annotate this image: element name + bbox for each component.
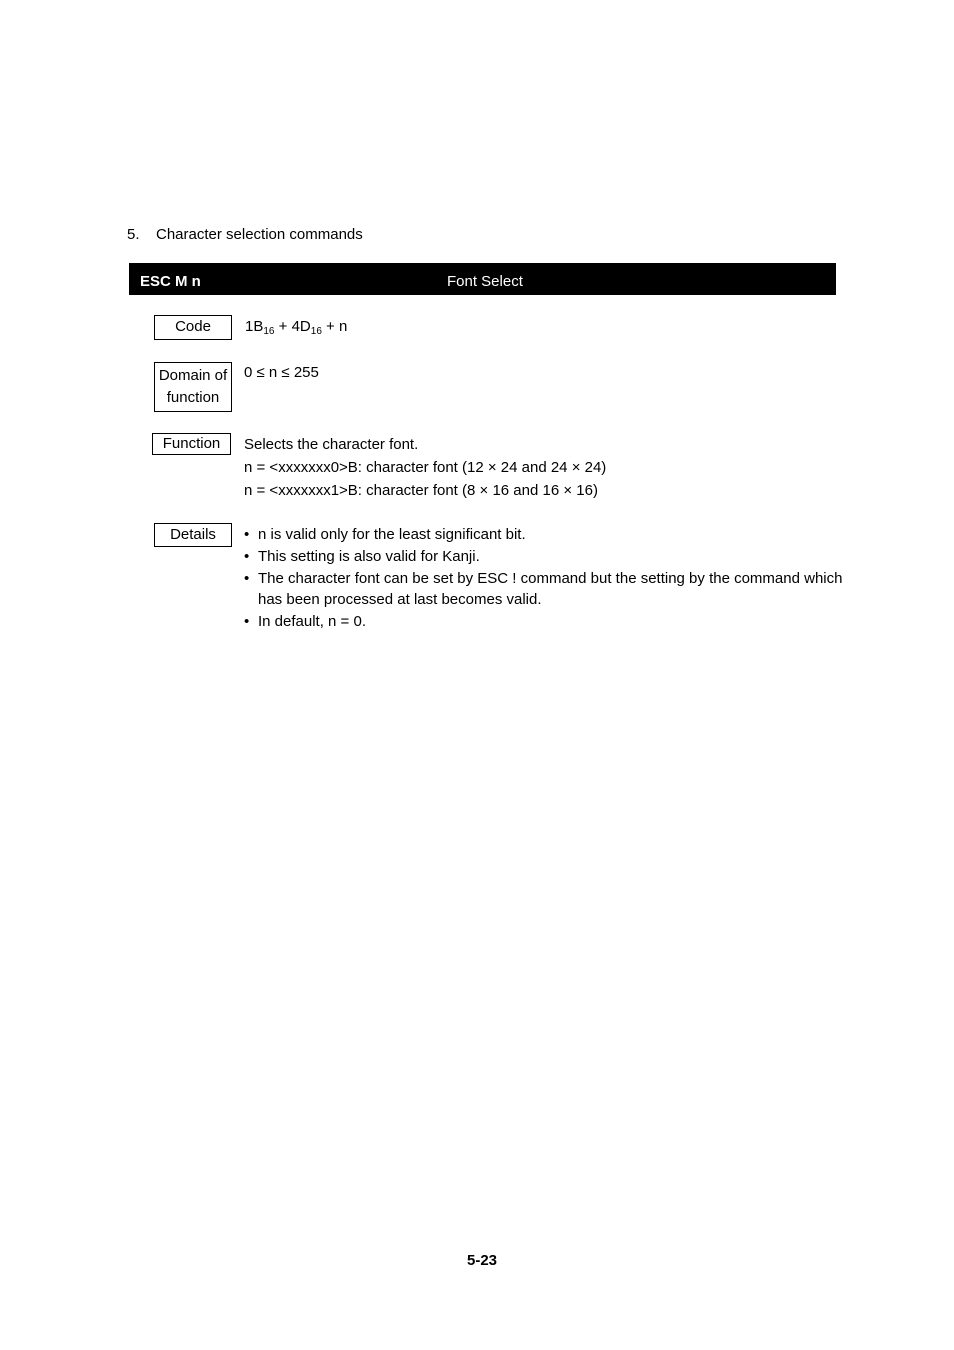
domain-value: 0 ≤ n ≤ 255 (244, 364, 319, 381)
bullet-icon: • (244, 613, 250, 630)
domain-label-line-1: Domain of (158, 367, 228, 384)
details-item-text: n is valid only for the least significant bit. (258, 526, 526, 543)
details-item-text: In default, n = 0. (258, 613, 366, 630)
code-label: Code (154, 315, 232, 340)
details-label: Details (154, 523, 232, 547)
details-item (244, 568, 844, 610)
function-line: n = <xxxxxxx0>B: character font (12 × 24 and 24 × 24) (244, 459, 607, 476)
function-line: n = <xxxxxxx1>B: character font (8 × 16 and 16 × 16) (244, 482, 598, 499)
command-name: ESC M n (140, 273, 201, 290)
details-item (244, 546, 844, 567)
section-title: Character selection commands (156, 226, 363, 243)
code-value (245, 316, 347, 338)
code-part-4d: + 4D (274, 318, 311, 335)
details-item-text: The character font can be set by ESC ! command but the setting by the command which has been processed at last becomes valid. (258, 570, 843, 608)
command-title: Font Select (447, 273, 523, 290)
code-part-n: + n (321, 318, 348, 335)
section-heading (127, 226, 363, 244)
code-subscript-1: 16 (263, 326, 275, 337)
details-list (244, 524, 844, 633)
page-number: 5-23 (466, 1252, 498, 1269)
function-description (244, 433, 606, 502)
domain-label-line-2: function (166, 389, 220, 406)
command-header-bar (129, 263, 836, 295)
details-item (244, 524, 844, 545)
bullet-icon: • (244, 570, 250, 587)
domain-label (154, 362, 232, 412)
function-label: Function (152, 433, 231, 455)
function-line: Selects the character font. (244, 436, 419, 453)
bullet-icon: • (244, 548, 250, 565)
code-subscript-2: 16 (310, 326, 322, 337)
code-part-1b: 1B (245, 318, 264, 335)
details-item (244, 611, 844, 632)
details-item-text: This setting is also valid for Kanji. (258, 548, 480, 565)
section-number: 5. (127, 226, 140, 243)
bullet-icon: • (244, 526, 250, 543)
